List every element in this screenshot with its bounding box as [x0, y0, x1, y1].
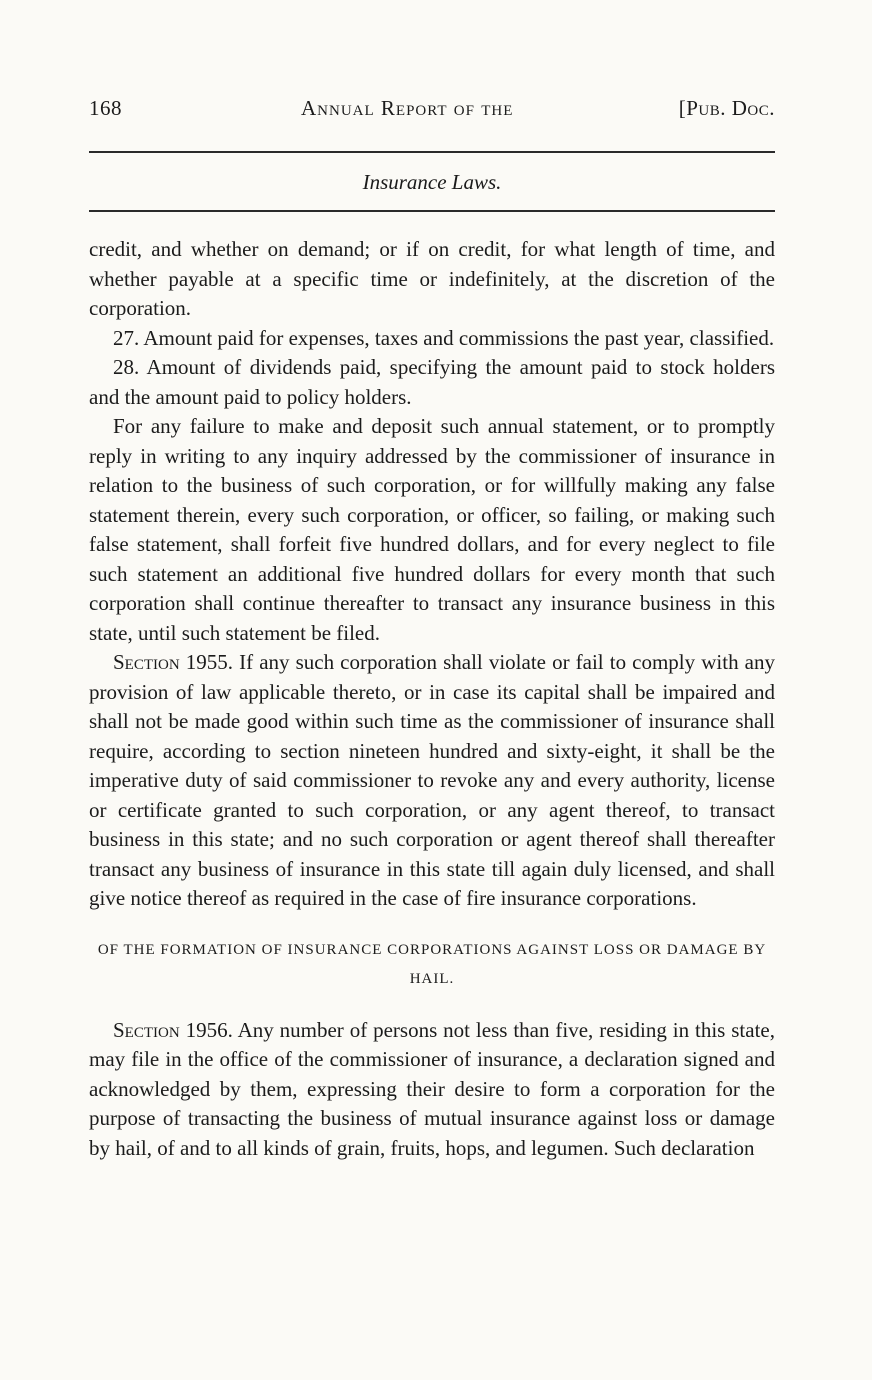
running-head: Insurance Laws.	[362, 170, 502, 194]
doc-label: [Pub. Doc.	[678, 96, 775, 120]
paragraph: credit, and whether on demand; or if on credit, for what length of time, and whether payable at a specific time or indefinitely, at the discretion of the corporation.	[89, 237, 775, 320]
paragraph	[89, 1016, 775, 1164]
paragraph: 27. Amount paid for expenses, taxes and commissions the past year, classified.	[113, 325, 775, 350]
paragraph: 28. Amount of dividends paid, specifying the amount paid to stock holders and the amount paid to policy holders.	[89, 355, 775, 409]
section-label: Section 1956.	[113, 1017, 233, 1042]
running-head-rule	[89, 210, 775, 212]
paragraph: For any failure to make and deposit such annual statement, or to promptly reply in writing to any inquiry addressed by the commissioner of insurance in relation to the business of such corporation, or for willfully making any false statement therein, every such corporation, or officer, so failing, or making such false statement, shall forfeit five hundred dollars, and for every neglect to file such statement an additional five hundred dollars for every month that such corporation shall continue thereafter to transact any insurance business in this state, until such statement be filed.	[89, 414, 775, 645]
paragraph-text: If any such corporation shall violate or fail to comply with any provision of law applicable thereto, or in case its capital shall be impaired and shall not be made good within such time as the commissioner of insurance shall require, according to section nineteen hundred and sixty-eight, it shall be the imperative duty of said commissioner to revoke any and every authority, license or certificate granted to such corporation, or any agent thereof, to transact business in this state; and no such corporation or agent thereof shall thereafter transact any business of insurance in this state till again duly licensed, and shall give notice thereof as required in the case of fire insurance corporations.	[89, 650, 775, 910]
report-title: Annual Report of the	[301, 96, 514, 120]
paragraph	[89, 648, 775, 914]
section-label: Section 1955.	[113, 650, 234, 674]
paragraph-text: Any number of persons not less than five, residing in this state, may file in the office of the commissioner of insurance, a declaration signed and acknowledged by them, expressing their desire to form a corporation for the purpose of transacting the business of mutual insurance against loss or damage by hail, of and to all kinds of grain, fruits, hops, and legumen. Such declaration	[89, 1017, 775, 1160]
body-text	[89, 235, 775, 1163]
header-rule	[89, 151, 775, 153]
section-heading: OF THE FORMATION OF INSURANCE CORPORATIONS AGAINST LOSS OR DAMAGE BY HAIL.	[97, 941, 767, 987]
page-number: 168	[89, 96, 122, 120]
page-header	[89, 96, 775, 126]
